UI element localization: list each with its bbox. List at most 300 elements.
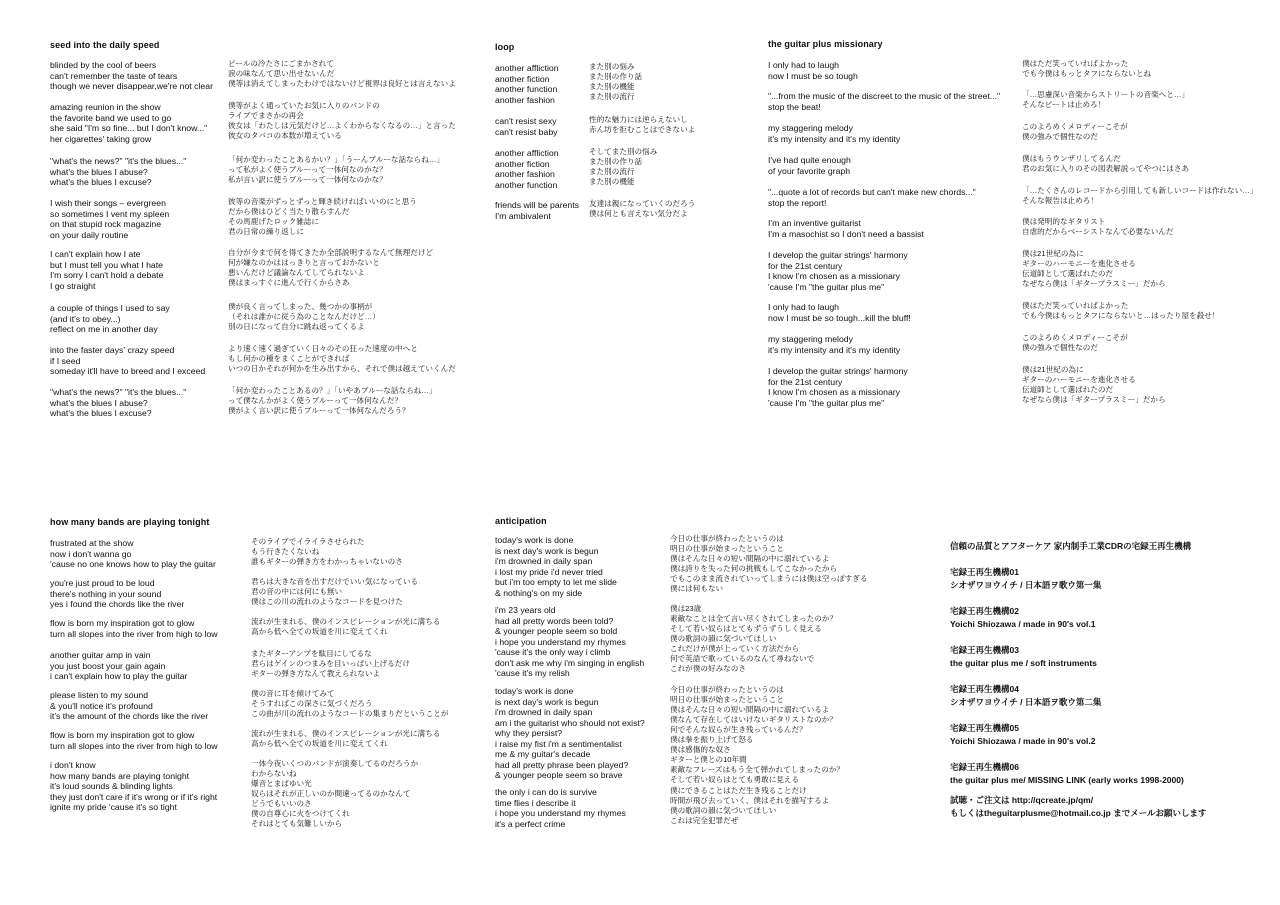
lyric-line: i lost my pride i'd never tried: [495, 566, 603, 577]
lyric-line: my staggering melody: [768, 123, 853, 133]
lyric-line: it's my intensity and it's my identity: [768, 344, 901, 355]
translation-line: 何でそんな奴らが生き残っているんだ？: [670, 725, 807, 734]
translation-line: ギターのハーモニーを進化させる: [1022, 259, 1136, 268]
translation-line: 誰もギターの弾き方をわかっちゃいないのさ: [251, 557, 403, 566]
translation-line: 僕には何もない: [670, 584, 724, 593]
lyric-line: a couple of things I used to say: [50, 303, 170, 313]
translation-line: なぜなら僕は「ギタープラスミー」だから: [1022, 279, 1166, 288]
lyric-line: i raise my fist i'm a sentimentalist: [495, 738, 622, 749]
lyric-line: can't resist baby: [495, 126, 558, 137]
lyric-line: & younger people seem so bold: [495, 626, 618, 636]
stanza-english: [495, 200, 579, 221]
translation-line: 「…思慮深い音楽からストリートの音楽へと…」: [1022, 90, 1190, 99]
lyric-line: another fashion: [495, 169, 555, 179]
lyric-line: turn all slopes into the river from high to low: [50, 628, 218, 639]
translation-line: また別の流行: [589, 167, 635, 176]
translation-line: 私が言い訳に使うブルーって一体何なのかな？: [228, 175, 387, 184]
lyric-line: & nothing's on my side: [495, 587, 583, 598]
stanza-japanese: [228, 59, 456, 89]
translation-line: 今日の仕事が終わったというのは: [670, 534, 784, 543]
lyric-line: I'm ambivalent: [495, 210, 551, 221]
lyric-line: another affliction: [495, 148, 559, 158]
stanza-english: [768, 155, 851, 176]
release-number: 宅録王再生機構03: [950, 645, 1019, 655]
stanza-japanese: [589, 147, 657, 187]
release-title: シオザワヨウイチ / 日本語ヲ歌ウ第一集: [950, 580, 1102, 590]
stanza-english: [50, 650, 187, 682]
stanza-english: [50, 60, 213, 92]
lyric-line: I'm sorry I can't hold a debate: [50, 270, 164, 280]
song-seed: [50, 40, 160, 50]
translation-line: 僕にできることはただ生き残ることだけ: [670, 786, 807, 795]
lyric-line: I only had to laugh: [768, 60, 840, 70]
translation-line: 涙の味なんて思い出せないんだ: [228, 69, 335, 78]
lyric-line: reflect on me in another day: [50, 324, 158, 334]
translation-line: わからないね: [251, 769, 297, 778]
stanza-japanese: [670, 604, 837, 674]
song-title: anticipation: [495, 516, 547, 526]
stanza-english: [50, 760, 217, 813]
stanza-english: [50, 345, 205, 377]
lyric-line: "what's the news?" "it's the blues...": [50, 387, 187, 397]
song-loop: [495, 42, 514, 52]
lyric-line: now I must be so tough: [768, 70, 858, 81]
translation-line: 君らはゲインのつまみを目いっぱい上げるだけ: [251, 659, 410, 668]
lyric-line: 'cause it's the only way i climb: [495, 647, 611, 657]
contact-line: 試聴・ご注文は http://qcreate.jp/qm/: [950, 795, 1094, 805]
translation-line: いつの日かそれが何かを生み出すから、それで僕は越えていくんだ: [228, 364, 456, 373]
translation-line: 奴らはそれが正しいのか間違ってるのかなんて: [251, 789, 411, 798]
translation-line: 僕なんて存在してはいけないギタリストなのか？: [670, 715, 837, 724]
release-number: 宅録王再生機構02: [950, 606, 1019, 616]
stanza-japanese: [1022, 333, 1128, 353]
translation-line: これだけが僕が上っていく方法だから: [670, 644, 800, 653]
translation-line: それはとても気難しいから: [251, 819, 343, 828]
lyric-line: today's work is done: [495, 686, 574, 696]
lyric-line: why they persist?: [495, 728, 563, 738]
translation-line: 明日の仕事が始まったということ: [670, 544, 784, 553]
translation-line: （それは誰かに従う為のことなんだけど…）: [228, 312, 380, 321]
lyric-line: how many bands are playing tonight: [50, 770, 190, 781]
translation-line: 彼女は「わたしは元気だけど…よくわからなくなるの…」と言った: [228, 121, 456, 130]
lyric-line: there's nothing in your sound: [50, 588, 162, 599]
stanza-japanese: [1022, 122, 1128, 142]
lyric-line: I can't explain how I ate: [50, 249, 141, 259]
lyric-line: for the 21st century: [768, 376, 843, 387]
translation-line: 彼等の音楽がずっとずっと輝き続ければいいのにと思う: [228, 197, 417, 206]
translation-line: 僕等がよく通っていたお気に入りのバンドの: [228, 101, 380, 110]
lyric-line: another fashion: [495, 94, 555, 105]
translation-line: また別の機能: [589, 177, 635, 186]
stanza-japanese: [670, 534, 867, 594]
song-anticipation: [495, 516, 547, 526]
stanza-english: [50, 156, 186, 188]
translation-line: 君らは大きな音を出すだけでいい気になっている: [251, 577, 419, 586]
translation-line: 性的な魅力には逆らえないし: [589, 115, 688, 124]
stanza-english: [50, 690, 208, 722]
lyric-line: I know I'm chosen as a missionary: [768, 271, 901, 281]
translation-line: 自分が今まで何を得てきたか全部説明するなんて無理だけど: [228, 248, 434, 257]
stanza-japanese: [670, 786, 829, 826]
lyric-line: flow is born my inspiration got to glow: [50, 618, 195, 628]
lyric-line: into the faster days' crazy speed: [50, 345, 175, 355]
translation-line: 僕は21世紀の為に: [1022, 249, 1084, 258]
translation-line: 別の日になって自分に跳ね返ってくるよ: [228, 322, 365, 331]
stanza-english: [50, 387, 186, 419]
lyric-line: I'm a masochist so I don't need a bassist: [768, 228, 924, 239]
lyric-line: what's the blues I excuse?: [50, 177, 152, 187]
lyric-line: had all pretty phrase been played?: [495, 759, 629, 770]
stanza-japanese: [1022, 186, 1257, 206]
translation-line: 僕はそんな日々の短い間隔の中に溺れているよ: [670, 554, 830, 563]
lyric-line: yes i found the chords like the river: [50, 599, 185, 609]
translation-line: でも今僕はもっとタフにならないとね: [1022, 69, 1152, 78]
translation-line: ギターの弾き方なんて教えられないよ: [251, 669, 381, 678]
lyric-line: "...from the music of the discreet to the music of the street...": [768, 91, 1001, 101]
lyric-line: it's loud sounds & blinding lights: [50, 781, 173, 791]
translation-line: って私がよく使うブルーって一体何なのかな？: [228, 165, 387, 174]
lyric-line: the favorite band we used to go: [50, 112, 172, 123]
translation-line: 僕の強みで個性なのだ: [1022, 343, 1098, 352]
lyric-line: i'm drowned in daily span: [495, 707, 593, 717]
translation-line: 僕は何とも言えない気分だよ: [589, 209, 688, 218]
release-title: the guitar plus me/ MISSING LINK (early works 1998-2000): [950, 775, 1184, 785]
lyric-line: & you'll notice it's profound: [50, 700, 153, 711]
song-title: loop: [495, 42, 515, 52]
lyric-line: ignite my pride 'cause it's so tight: [50, 802, 177, 812]
stanza-english: [495, 787, 626, 829]
lyric-line: please listen to my sound: [50, 690, 149, 700]
lyric-line: me & my guitar's decade: [495, 749, 591, 759]
stanza-english: [50, 578, 184, 610]
lyric-line: I know I'm chosen as a missionary: [768, 387, 901, 397]
translation-line: ライブでまさかの再会: [228, 111, 304, 120]
lyric-line: turn all slopes into the river from high to low: [50, 740, 218, 751]
translation-line: 友達は親になっていくのだろう: [589, 199, 696, 208]
translation-line: 高から低へ全ての坂道を川に変えてくれ: [251, 627, 388, 636]
lyric-line: friends will be parents: [495, 200, 580, 210]
stanza-english: [50, 730, 218, 751]
translation-line: 僕はまっすぐに進んで行くからさあ: [228, 278, 350, 287]
lyric-line: they just don't care if it's wrong or if it's right: [50, 791, 218, 802]
translation-line: でもこのまま流されていってしまうには僕は空っぽすぎる: [670, 574, 868, 583]
translation-line: 伝道師として選ばれたのだ: [1022, 269, 1114, 278]
stanza-japanese: [589, 62, 642, 102]
translation-line: また別の作り話: [589, 157, 643, 166]
lyric-line: I go straight: [50, 280, 96, 291]
lyric-line: someday it'll have to breed and I exceed: [50, 366, 206, 376]
stanza-japanese: [251, 689, 448, 719]
lyric-line: what's the blues I abuse?: [50, 166, 148, 177]
translation-line: また別の作り話: [589, 72, 643, 81]
lyric-line: i hope you understand my rhymes: [495, 636, 626, 647]
lyric-line: don't ask me why i'm singing in english: [495, 657, 645, 668]
stanza-english: [50, 102, 207, 144]
stanza-japanese: [228, 344, 456, 374]
release-item: [950, 683, 1207, 709]
lyric-line: another function: [495, 84, 558, 94]
lyric-line: flow is born my inspiration got to glow: [50, 730, 195, 740]
lyric-line: her cigarettes' taking grow: [50, 133, 152, 144]
lyric-line: I develop the guitar strings' harmony: [768, 250, 908, 260]
lyric-line: I've had quite enough: [768, 155, 851, 165]
translation-line: 自虐的だからベーシストなんて必要ないんだ: [1022, 227, 1174, 236]
stanza-english: [50, 303, 170, 335]
stanza-english: [495, 148, 559, 190]
stanza-japanese: [251, 617, 440, 637]
translation-line: 僕はただ笑っていればよかった: [1022, 301, 1129, 310]
stanza-english: [768, 91, 1000, 112]
translation-line: そんな報告は止めろ！: [1022, 196, 1098, 205]
stanza-english: [768, 123, 900, 144]
translation-line: 今日の仕事が終わったというのは: [670, 685, 784, 694]
translation-line: このよろめくメロディーこそが: [1022, 122, 1128, 131]
lyric-line: another fiction: [495, 73, 550, 84]
translation-line: でも今僕はもっとタフにならないと…はったり屋を殺せ！: [1022, 311, 1220, 320]
translation-line: 伝道師として選ばれたのだ: [1022, 385, 1114, 394]
translation-line: そのライブでイライラさせられた: [251, 537, 365, 546]
lyric-line: what's the blues I excuse?: [50, 408, 152, 418]
lyric-line: 'cause I'm "the guitar plus me": [768, 397, 885, 408]
translation-line: これは完全犯罪だぜ: [670, 816, 739, 825]
lyric-line: frustrated at the show: [50, 538, 134, 548]
stanza-japanese: [589, 115, 695, 135]
lyric-line: "...quote a lot of records but can't make new chords...": [768, 187, 976, 197]
lyric-line: it's the amount of the chords like the river: [50, 711, 209, 721]
song-title: seed into the daily speed: [50, 40, 160, 50]
song-title: the guitar plus missionary: [768, 39, 883, 49]
release-title: Yoichi Shiozawa / made in 90's vol.1: [950, 619, 1096, 629]
translation-line: 素敵なことは全て言い尽くされてしまったのか？: [670, 614, 838, 623]
translation-line: なぜなら僕は「ギタープラスミー」だから: [1022, 395, 1166, 404]
release-item: [950, 566, 1207, 592]
lyric-line: is next day's work is begun: [495, 545, 599, 556]
stanza-english: [768, 60, 858, 81]
lyric-line: i hope you understand my rhymes: [495, 808, 626, 818]
release-item: [950, 605, 1207, 631]
translation-line: 僕等は消えてしまったわけではないけど視界は良好とは言えないよ: [228, 79, 456, 88]
translation-line: 「何か変わったことあるかい？」「うーんブルーな話ならね…」: [228, 155, 445, 164]
translation-line: 何で英語で歌っているのなんて尋ねないで: [670, 654, 815, 663]
lyric-line: she said "I'm so fine... but I don't know...": [50, 123, 208, 133]
stanza-english: [768, 366, 908, 408]
translation-line: そして若い奴らはとてもずうずうしく見える: [670, 624, 822, 633]
release-number: 宅録王再生機構06: [950, 762, 1019, 772]
lyric-line: my staggering melody: [768, 334, 853, 344]
stanza-english: [495, 686, 645, 781]
release-title: the guitar plus me / soft instruments: [950, 658, 1097, 668]
translation-line: 素敵なフレーズはもう全て弾かれてしまったのか？: [670, 765, 844, 774]
translation-line: 僕は発明的なギタリスト: [1022, 217, 1106, 226]
stanza-english: [495, 605, 644, 679]
translation-line: これが僕の好みなのさ: [670, 664, 746, 673]
translation-line: より速く速く過ぎていく日々のその狂った速度の中へと: [228, 344, 418, 353]
translation-line: 明日の仕事が始まったということ: [670, 695, 784, 704]
lyric-line: & younger people seem so brave: [495, 770, 623, 780]
lyric-line: i can't explain how to play the guitar: [50, 671, 188, 681]
stanza-japanese: [228, 155, 444, 185]
release-list: [950, 540, 1207, 820]
lyric-line: the only i can do is survive: [495, 787, 597, 797]
stanza-japanese: [1022, 249, 1166, 289]
stanza-english: [495, 116, 558, 137]
translation-line: そしてまた別の悩み: [589, 147, 658, 156]
stanza-english: [768, 302, 911, 323]
translation-line: ビールの冷たさにごまかされて: [228, 59, 334, 68]
translation-line: 僕の強みで個性なのだ: [1022, 132, 1098, 141]
lyric-line: time flies i describe it: [495, 797, 576, 808]
stanza-japanese: [228, 101, 456, 141]
translation-line: 君の日常の繰り返しに: [228, 227, 304, 236]
lyric-line: another fiction: [495, 158, 550, 169]
lyric-line: I only had to laugh: [768, 302, 840, 312]
translation-line: 何が嫌なのかははっきりと言っておかないと: [228, 258, 380, 267]
lyric-line: now i don't wanna go: [50, 548, 132, 559]
translation-line: ギターのハーモニーを進化させる: [1022, 375, 1136, 384]
translation-line: 君のお気に入りのその図表解説ってやつにはさあ: [1022, 164, 1190, 173]
lyric-line: now I must be so tough...kill the bluff!: [768, 312, 911, 323]
stanza-japanese: [1022, 90, 1189, 110]
translation-line: ギターと僕との10年間: [670, 755, 747, 764]
lyric-line: amazing reunion in the show: [50, 102, 161, 112]
release-title: Yoichi Shiozawa / made in 90's vol.2: [950, 736, 1096, 746]
stanza-japanese: [1022, 301, 1219, 321]
lyric-line: I wish their songs – evergreen: [50, 198, 166, 208]
stanza-japanese: [589, 199, 695, 219]
release-title: シオザワヨウイチ / 日本語ヲ歌ウ第二集: [950, 697, 1102, 707]
song-missionary: [768, 39, 883, 49]
lyric-line: if I seed: [50, 355, 81, 366]
translation-line: この曲が川の流れのようなコードの集まりだということが: [251, 709, 449, 718]
lyric-line: you just boost your gain again: [50, 660, 166, 671]
stanza-english: [768, 334, 900, 355]
translation-line: 一体今夜いくつのバンドが演奏してるのだろうか: [251, 759, 419, 768]
translation-line: もう行きたくないね: [251, 547, 320, 556]
lyric-line: 'cause it's my relish: [495, 668, 570, 678]
stanza-english: [768, 218, 924, 239]
translation-line: このよろめくメロディーこそが: [1022, 333, 1128, 342]
translation-line: 高から低へ全ての坂道を川に変えてくれ: [251, 739, 388, 748]
translation-line: って僕なんかがよく使うブルーって一体何なんだ？: [228, 396, 403, 405]
lyric-line: (and it's to obey...): [50, 313, 121, 324]
stanza-japanese: [251, 577, 418, 607]
translation-line: どうでもいいのさ: [251, 799, 312, 808]
lyric-line: 'cause I'm "the guitar plus me": [768, 281, 885, 292]
translation-line: また別の流行: [589, 92, 635, 101]
stanza-english: [768, 250, 908, 292]
translation-line: また別の悩み: [589, 62, 635, 71]
lyric-line: so sometimes I vent my spleen: [50, 208, 170, 219]
stanza-japanese: [251, 537, 403, 567]
release-item: [950, 761, 1207, 787]
stanza-japanese: [1022, 59, 1151, 79]
lyric-line: blinded by the cool of beers: [50, 60, 157, 70]
stanza-japanese: [251, 759, 418, 829]
lyric-line: stop the report!: [768, 197, 827, 208]
translation-line: 僕はこの川の流れのようなコードを見つけた: [251, 597, 403, 606]
stanza-japanese: [228, 248, 433, 288]
lyric-line: on your daily routine: [50, 229, 129, 240]
lyric-line: had all pretty words been told?: [495, 615, 614, 626]
lyric-line: but I must tell you what I hate: [50, 259, 163, 270]
song-bands: [50, 517, 209, 527]
lyric-line: i'm drowned in daily span: [495, 556, 593, 566]
lyric-line: stop the beat!: [768, 101, 821, 112]
release-items: [950, 566, 1207, 787]
release-number: 宅録王再生機構05: [950, 723, 1019, 733]
translation-line: 僕がよく言い訳に使うブルーって一体何なんだろう？: [228, 406, 410, 415]
translation-line: 君の音の中には何にも無い: [251, 587, 343, 596]
translation-line: そんなビートは止めろ！: [1022, 100, 1106, 109]
translation-line: 彼女のタバコの本数が増えている: [228, 131, 342, 140]
translation-line: もし何かの種をまくことができれば: [228, 354, 350, 363]
translation-line: だから僕はひどく当たり散らすんだ: [228, 207, 350, 216]
release-item: [950, 722, 1207, 748]
lyric-line: I'm an inventive guitarist: [768, 218, 861, 228]
lyric-line: another guitar amp in vain: [50, 650, 151, 660]
stanza-japanese: [251, 729, 440, 749]
stanza-japanese: [1022, 365, 1166, 405]
translation-line: 僕は23歳: [670, 604, 702, 613]
lyric-line: 'cause no one knows how to play the guitar: [50, 559, 216, 569]
translation-line: 僕はそんな日々の短い間隔の中に溺れているよ: [670, 705, 830, 714]
lyric-line: is next day's work is begun: [495, 696, 599, 707]
lyric-line: it's my intensity and it's my identity: [768, 133, 901, 144]
lyric-line: on that stupid rock magazine: [50, 219, 162, 229]
stanza-japanese: [670, 685, 844, 785]
stanza-japanese: [1022, 217, 1174, 237]
translation-line: 「何か変わったことあるの？」「いやあブルーな話ならね…」: [228, 386, 437, 395]
lyric-line: today's work is done: [495, 535, 574, 545]
stanza-english: [495, 63, 559, 105]
release-list-header: 信頼の品質とアフターケア 家内制手工業CDRの宅録王再生機構: [950, 541, 1192, 551]
translation-line: また別の機能: [589, 82, 635, 91]
translation-line: 僕の歌詞の韻に気づいてほしい: [670, 806, 777, 815]
lyric-line: "what's the news?" "it's the blues...": [50, 156, 187, 166]
stanza-english: [768, 187, 976, 208]
release-number: 宅録王再生機構01: [950, 567, 1019, 577]
translation-line: 赤ん坊を拒むことはできないよ: [589, 125, 696, 134]
translation-line: 流れが生まれる、僕のインスピレーションが光に満ちる: [251, 617, 441, 626]
translation-line: 流れが生まれる、僕のインスピレーションが光に満ちる: [251, 729, 441, 738]
stanza-english: [50, 198, 169, 240]
translation-line: 僕は拳を振り上げて怒る: [670, 735, 754, 744]
translation-line: 僕が良く言ってしまった、幾つかの事柄が: [228, 302, 373, 311]
stanza-english: [495, 535, 617, 598]
stanza-english: [50, 538, 216, 570]
lyric-line: I develop the guitar strings' harmony: [768, 366, 908, 376]
stanza-japanese: [228, 302, 380, 332]
contact-line: もしくはtheguitarplusme@hotmail.co.jp までメールお願いします: [950, 808, 1207, 818]
lyric-line: can't resist sexy: [495, 116, 557, 126]
translation-line: 僕の自尊心に火をつけてくれ: [251, 809, 350, 818]
translation-line: 僕の歌詞の韻に気づいてほしい: [670, 634, 777, 643]
lyric-line: you're just proud to be loud: [50, 578, 155, 588]
lyric-line: what's the blues I abuse?: [50, 397, 148, 408]
translation-line: 僕は感傷的な奴さ: [670, 745, 731, 754]
stanza-japanese: [228, 386, 436, 416]
stanza-english: [50, 618, 218, 639]
translation-line: 僕は21世紀の為に: [1022, 365, 1084, 374]
translation-line: 悪いんだけど議論なんてしてられないよ: [228, 268, 365, 277]
lyric-line: another function: [495, 179, 558, 190]
release-item: [950, 644, 1207, 670]
stanza-english: [50, 249, 163, 291]
release-number: 宅録王再生機構04: [950, 684, 1019, 694]
lyric-line: am i the guitarist who should not exist?: [495, 717, 645, 728]
lyric-line: i'm 23 years old: [495, 605, 556, 615]
translation-line: 時間が飛び去っていく、僕はそれを描写するよ: [670, 796, 830, 805]
